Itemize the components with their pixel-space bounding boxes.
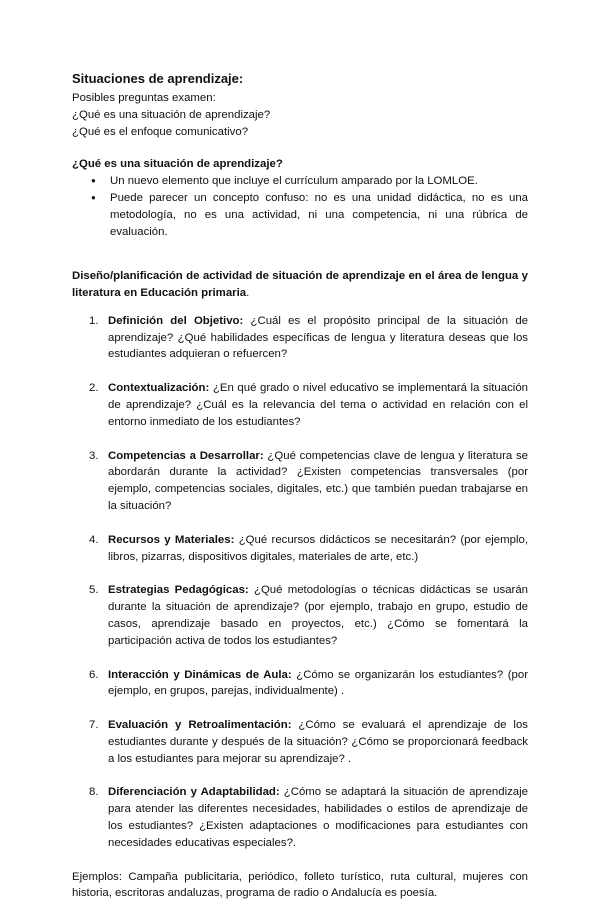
step-label: Competencias a Desarrollar: — [108, 449, 264, 462]
document-page — [72, 70, 528, 914]
list-item: 5. Estrategias Pedagógicas: ¿Qué metodologías o técnicas didácticas se usarán durante la situación de aprendizaje? (por ejemplo, trabajo en grupo, estudio de casos, aprendizaje basado en proyectos, etc.) ¿Cómo se fomentará la participación activa de todos los estudiantes? — [89, 584, 528, 647]
list-item: 1. Definición del Objetivo: ¿Cuál es el propósito principal de la situación de aprendizaje? ¿Qué habilidades específicas de lengua y literatura deseas que los estudiantes adquieran o refuercen? — [89, 314, 528, 361]
examples-paragraph: Ejemplos: Campaña publicitaria, periódico, folleto turístico, ruta cultural, mujeres con historia, escritoras andaluzas, programa de radio o Andalucía es poesía. — [72, 870, 528, 900]
step-label: Definición del Objetivo: — [108, 314, 244, 327]
step-text: ¿Cómo se evaluará el aprendizaje de los estudiantes durante y después de la situación? ¿Cómo se proporcionará feedback a los estudiantes para mejorar su aprendizaje? . — [108, 719, 528, 765]
step-text: ¿Cuál es el propósito principal de la situación de aprendizaje? ¿Qué habilidades específicas de lengua y literatura deseas que los estudiantes adquieran o refuercen? — [108, 314, 528, 361]
list-item: 8. Diferenciación y Adaptabilidad: ¿Cómo se adaptará la situación de aprendizaje para atender las diferentes necesidades, habilidades o estilos de aprendizaje de los estudiantes? ¿Existen adaptaciones o modificaciones para estudiantes con necesidades educativas especiales?. — [89, 786, 528, 849]
step-text: ¿Qué competencias clave de lengua y literatura se abordarán durante la actividad? ¿Existen competencias transversales (por ejemplo, competencias sociales, digitales, etc.) que también puedan trabajarse en la situación? — [108, 449, 528, 512]
intro-line: Posibles preguntas examen: — [72, 92, 216, 104]
list-item: 4. Recursos y Materiales: ¿Qué recursos didácticos se necesitarán? (por ejemplo, libros, pizarras, dispositivos digitales, materiales de arte, etc.) — [89, 533, 528, 563]
list-item: 2. Contextualización: ¿En qué grado o nivel educativo se implementará la situación de aprendizaje? ¿Cuál es la relevancia del tema o actividad en relación con el entorno inmediato de los estudiantes? — [89, 382, 528, 428]
step-label: Diferenciación y Adaptabilidad: — [108, 786, 280, 799]
step-label: Estrategias Pedagógicas: — [108, 584, 249, 597]
step-text: ¿Cómo se adaptará la situación de aprendizaje para atender las diferentes necesidades, habilidades o estilos de aprendizaje de los estudiantes? ¿Existen adaptaciones o modificaciones para estudiantes con necesidades educativas especiales?. — [108, 786, 528, 849]
step-text: ¿Cómo se organizarán los estudiantes? (por ejemplo, en grupos, parejas, individualmente) . — [108, 668, 528, 698]
step-text: ¿Qué metodologías o técnicas didácticas se usarán durante la situación de aprendizaje? (por ejemplo, trabajo en grupo, estudio de casos, aprendizaje basado en proyectos, etc.) ¿Cómo se fomentará la participación activa de todos los estudiantes? — [108, 584, 528, 647]
section-heading-end: . — [246, 286, 250, 299]
step-label: Contextualización: — [108, 382, 210, 395]
step-label: Recursos y Materiales: — [108, 533, 235, 546]
step-text: ¿Qué recursos didácticos se necesitarán? (por ejemplo, libros, pizarras, dispositivos digitales, materiales de arte, etc.) — [108, 533, 528, 563]
section-heading: ¿Qué es una situación de aprendizaje? — [72, 158, 283, 171]
section-heading-text: Diseño/planificación de actividad de situación de aprendizaje en el área de lengua y literatura en Educación primaria — [72, 269, 528, 299]
step-label: Evaluación y Retroalimentación: — [108, 719, 292, 732]
list-item: 3. Competencias a Desarrollar: ¿Qué competencias clave de lengua y literatura se abordarán durante la actividad? ¿Existen competencias transversales (por ejemplo, competencias sociales, digitales, etc.) que también puedan trabajarse en la situación? — [89, 449, 528, 512]
steps-list — [72, 313, 528, 852]
bullet-list — [72, 173, 528, 240]
list-item: ● Un nuevo elemento que incluye el currículum amparado por la LOMLOE. — [110, 173, 528, 190]
step-label: Interacción y Dinámicas de Aula: — [108, 668, 292, 681]
step-text: ¿En qué grado o nivel educativo se implementará la situación de aprendizaje? ¿Cuál es la relevancia del tema o actividad en relación con el entorno inmediato de los estudiantes? — [108, 382, 528, 428]
document-title: Situaciones de aprendizaje: — [72, 71, 244, 86]
section-heading — [72, 268, 528, 302]
list-item: ● Puede parecer un concepto confuso: no es una unidad didáctica, no es una metodología, no es una actividad, ni una competencia, ni una rúbrica de evaluación. — [110, 190, 528, 240]
intro-question: ¿Qué es el enfoque comunicativo? — [72, 125, 249, 138]
intro-question: ¿Qué es una situación de aprendizaje? — [72, 108, 271, 121]
list-item: 7. Evaluación y Retroalimentación: ¿Cómo se evaluará el aprendizaje de los estudiantes durante y después de la situación? ¿Cómo se proporcionará feedback a los estudiantes para mejorar su aprendizaje? . — [89, 719, 528, 765]
list-item: 6. Interacción y Dinámicas de Aula: ¿Cómo se organizarán los estudiantes? (por ejemplo, en grupos, parejas, individualmente) . — [89, 668, 528, 698]
